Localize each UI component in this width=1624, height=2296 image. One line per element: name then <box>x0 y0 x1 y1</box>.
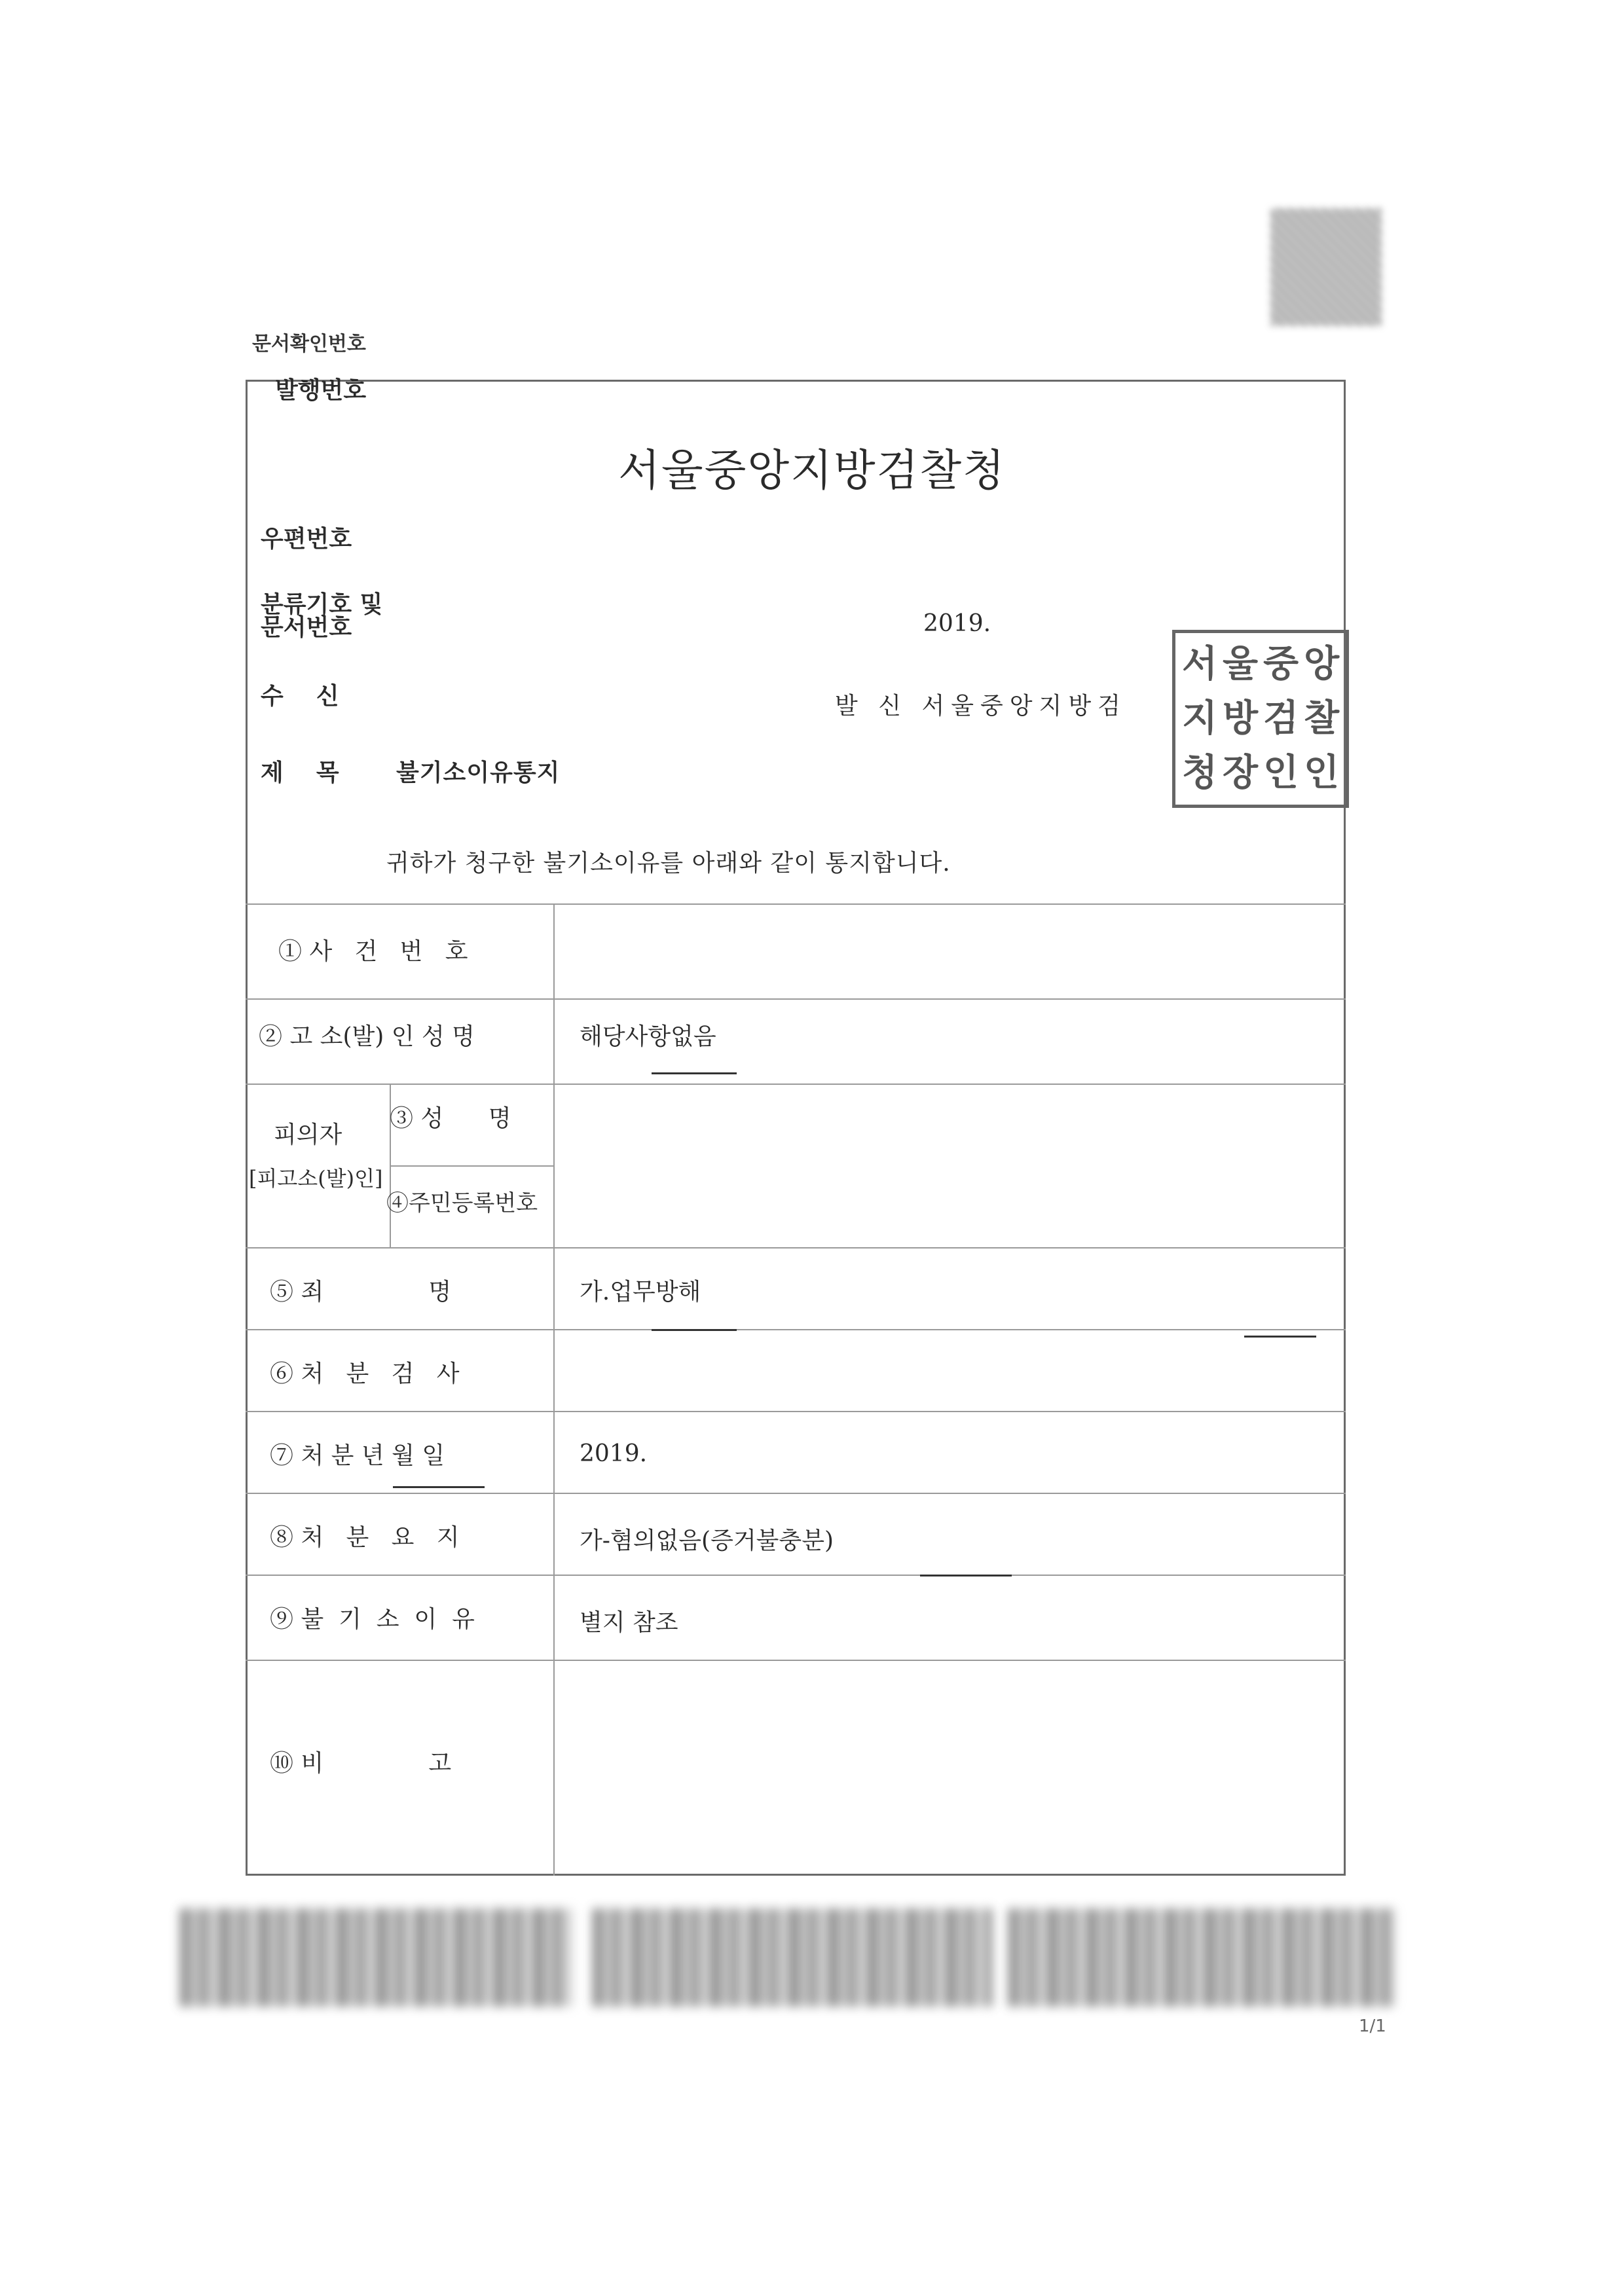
disposal-date-value: 2019. <box>580 1440 648 1467</box>
table-rule <box>246 1660 1346 1661</box>
crime-value: 가.업무방해 <box>580 1279 701 1305</box>
scan-mark <box>920 1575 1012 1576</box>
seal-char: 지 <box>1181 697 1218 740</box>
suspect-sub-label: [피고소(발)인] <box>249 1166 383 1191</box>
seal-char: 인 <box>1303 752 1340 795</box>
prosecutor-label: ⑥ 처 분 검 사 <box>270 1360 460 1387</box>
seal-char: 울 <box>1222 642 1259 685</box>
seal-char: 앙 <box>1303 642 1340 685</box>
complainant-label: ② 고 소(발) 인 성 명 <box>259 1023 475 1050</box>
scan-mark <box>652 1329 737 1331</box>
recipient-label: 수 신 <box>261 682 339 710</box>
scan-mark <box>652 1072 737 1074</box>
seal-char: 청 <box>1181 752 1218 795</box>
redacted-footer-block <box>180 1908 573 2007</box>
table-rule <box>246 1084 1346 1085</box>
disposal-summary-label: ⑧ 처 분 요 지 <box>270 1524 460 1551</box>
seal-char: 서 <box>1181 642 1218 685</box>
seal-char: 장 <box>1222 752 1259 795</box>
redacted-footer-block <box>593 1908 992 2007</box>
table-rule <box>246 998 1346 1000</box>
seal-char: 검 <box>1263 697 1299 740</box>
document-date: 2019. <box>923 610 991 637</box>
name-label: ③ 성 명 <box>390 1105 511 1132</box>
redacted-footer-block <box>1008 1908 1395 2007</box>
disposal-summary-value: 가-혐의없음(증거불충분) <box>580 1527 834 1554</box>
classification-label-line2: 문서번호 <box>261 613 352 641</box>
confirm-number-label: 문서확인번호 <box>252 333 366 355</box>
table-rule <box>246 1575 1346 1576</box>
table-rule <box>390 1165 553 1167</box>
reason-value: 별지 참조 <box>580 1609 678 1636</box>
sender-line: 발 신 서울중앙지방검 <box>835 693 1127 720</box>
reason-label: ⑨ 불 기 소 이 유 <box>270 1606 475 1633</box>
table-vline <box>553 903 555 1876</box>
seal-char: 중 <box>1263 642 1299 685</box>
scan-mark <box>393 1486 485 1488</box>
disposal-date-label: ⑦ 처 분 년 월 일 <box>270 1442 445 1469</box>
issue-number-label: 발행번호 <box>275 376 367 404</box>
page-number: 1/1 <box>1359 2016 1386 2036</box>
table-rule <box>246 1329 1346 1330</box>
crime-label: ⑤ 죄 명 <box>270 1279 452 1305</box>
qr-code-redacted <box>1270 208 1382 326</box>
subject-value: 불기소이유통지 <box>396 759 561 786</box>
scan-mark <box>1244 1336 1316 1338</box>
table-rule <box>246 1493 1346 1494</box>
seal-char: 인 <box>1263 752 1299 795</box>
postal-code-label: 우편번호 <box>261 525 352 553</box>
table-rule <box>246 1247 1346 1248</box>
subject-label: 제 목 <box>261 759 339 786</box>
resident-number-label: ④주민등록번호 <box>386 1190 538 1216</box>
table-rule <box>246 903 1346 905</box>
complainant-value: 해당사항없음 <box>580 1023 716 1050</box>
agency-title: 서울중앙지방검찰청 <box>618 445 1006 496</box>
seal-char: 방 <box>1222 697 1259 740</box>
official-seal <box>1172 630 1349 808</box>
case-number-label: ① 사 건 번 호 <box>278 938 468 965</box>
remarks-label: ⑩ 비 고 <box>270 1750 452 1777</box>
suspect-label: 피의자 <box>274 1121 342 1148</box>
classification-label-line1: 분류기호 및 <box>261 591 383 618</box>
table-rule <box>246 1411 1346 1412</box>
seal-char: 찰 <box>1303 697 1340 740</box>
intro-sentence: 귀하가 청구한 불기소이유를 아래와 같이 통지합니다. <box>386 850 951 877</box>
